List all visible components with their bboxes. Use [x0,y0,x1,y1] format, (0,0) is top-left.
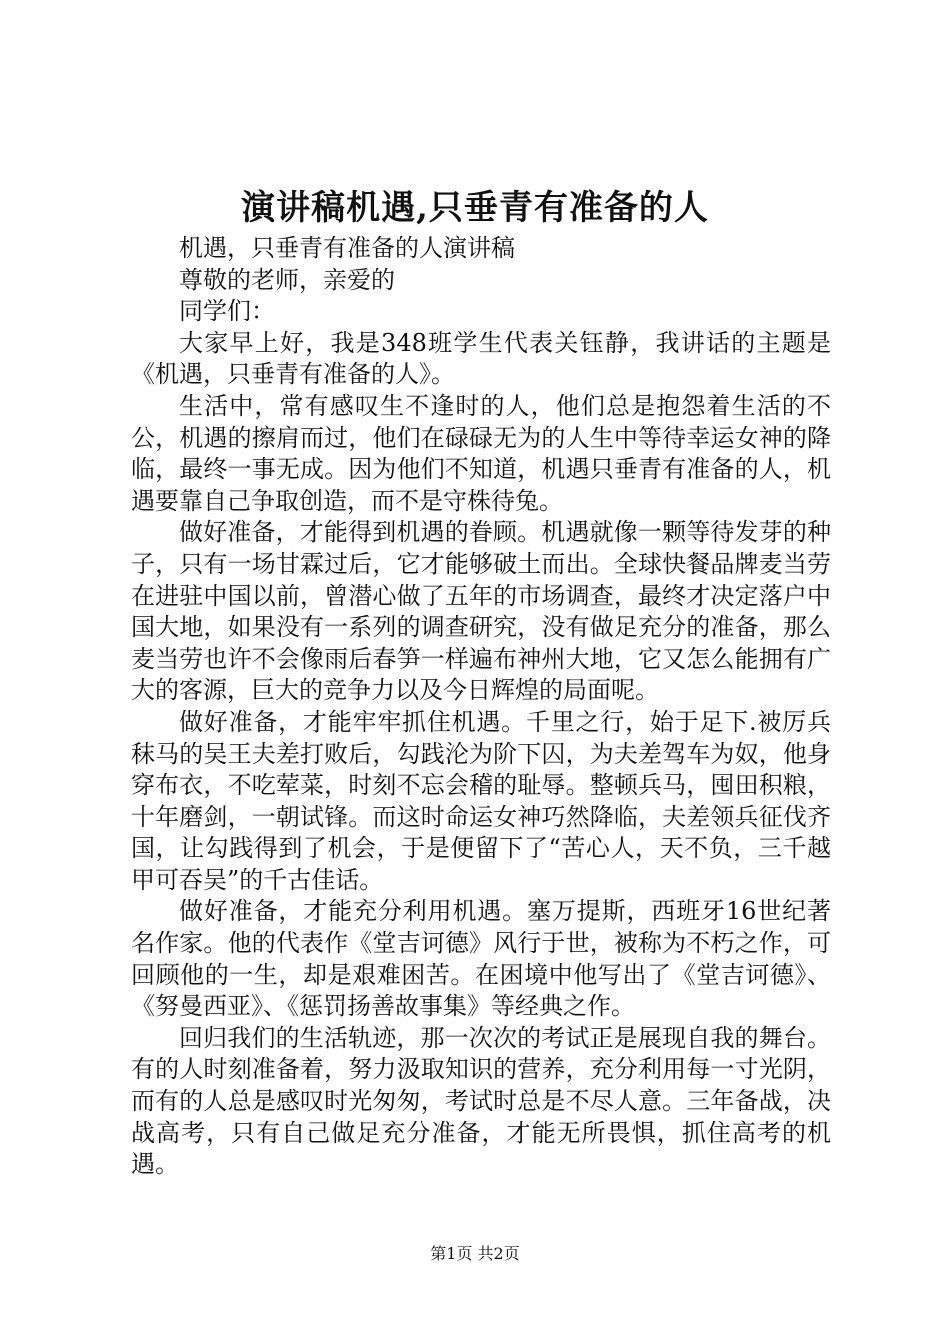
paragraph-greeting: 大家早上好，我是348班学生代表关钰静，我讲话的主题是《机遇，只垂青有准备的人》。 [131,328,831,389]
document-title: 演讲稿机遇,只垂青有准备的人 [241,188,709,228]
paragraph-body: 做好准备，才能牢牢抓住机遇。千里之行，始于足下.被厉兵秣马的吴王夫差打败后，勾践沦为阶下囚，为夫差驾车为奴，他身穿布衣，不吃荤菜，时刻不忘会稽的耻辱。整顿兵马，囤田积粮，十年磨剑，一朝试锋。而这时命运女神巧然降临，夫差领兵征伐齐国，让勾践得到了机会，于是便留下了“苦心人，天不负，三千越甲可吞吴”的千古佳话。 [131,707,831,894]
paragraph-body: 做好准备，才能得到机遇的眷顾。机遇就像一颗等待发芽的种子，只有一场甘霖过后，它才能够破土而出。全球快餐品牌麦当劳在进驻中国以前，曾潜心做了五年的市场调查，最终才决定落户中国大地，如果没有一系列的调查研究，没有做足充分的准备，那么麦当劳也许不会像雨后春笋一样遍布神州大地，它又怎么能拥有广大的客源，巨大的竞争力以及今日辉煌的局面呢。 [131,518,831,705]
paragraph-salutation-2: 同学们： [179,297,275,326]
paragraph-salutation: 尊敬的老师，亲爱的 [179,265,395,294]
paragraph-body: 做好准备，才能充分利用机遇。塞万提斯，西班牙16世纪著名作家。他的代表作《堂吉诃德》风行于世，被称为不朽之作，可回顾他的一生，却是艰难困苦。在困境中他写出了《堂吉诃德》、《努曼西亚》、《惩罚扬善故事集》等经典之作。 [131,897,831,1021]
document-body [131,233,831,1181]
paragraph-heading: 机遇，只垂青有准备的人演讲稿 [179,234,515,262]
paragraph-body: 回归我们的生活轨迹，那一次次的考试正是展现自我的舞台。有的人时刻准备着，努力汲取知识的营养，充分利用每一寸光阴，而有的人总是感叹时光匆匆，考试时总是不尽人意。三年备战，决战高考，只有自己做足充分准备，才能无所畏惧，抓住高考的机遇。 [131,1023,831,1179]
paragraph-body: 生活中，常有感叹生不逢时的人，他们总是抱怨着生活的不公，机遇的擦肩而过，他们在碌碌无为的人生中等待幸运女神的降临，最终一事无成。因为他们不知道，机遇只垂青有准备的人，机遇要靠自己争取创造，而不是守株待兔。 [131,391,831,515]
page-number-footer: 第1页 共2页 [430,1244,520,1263]
